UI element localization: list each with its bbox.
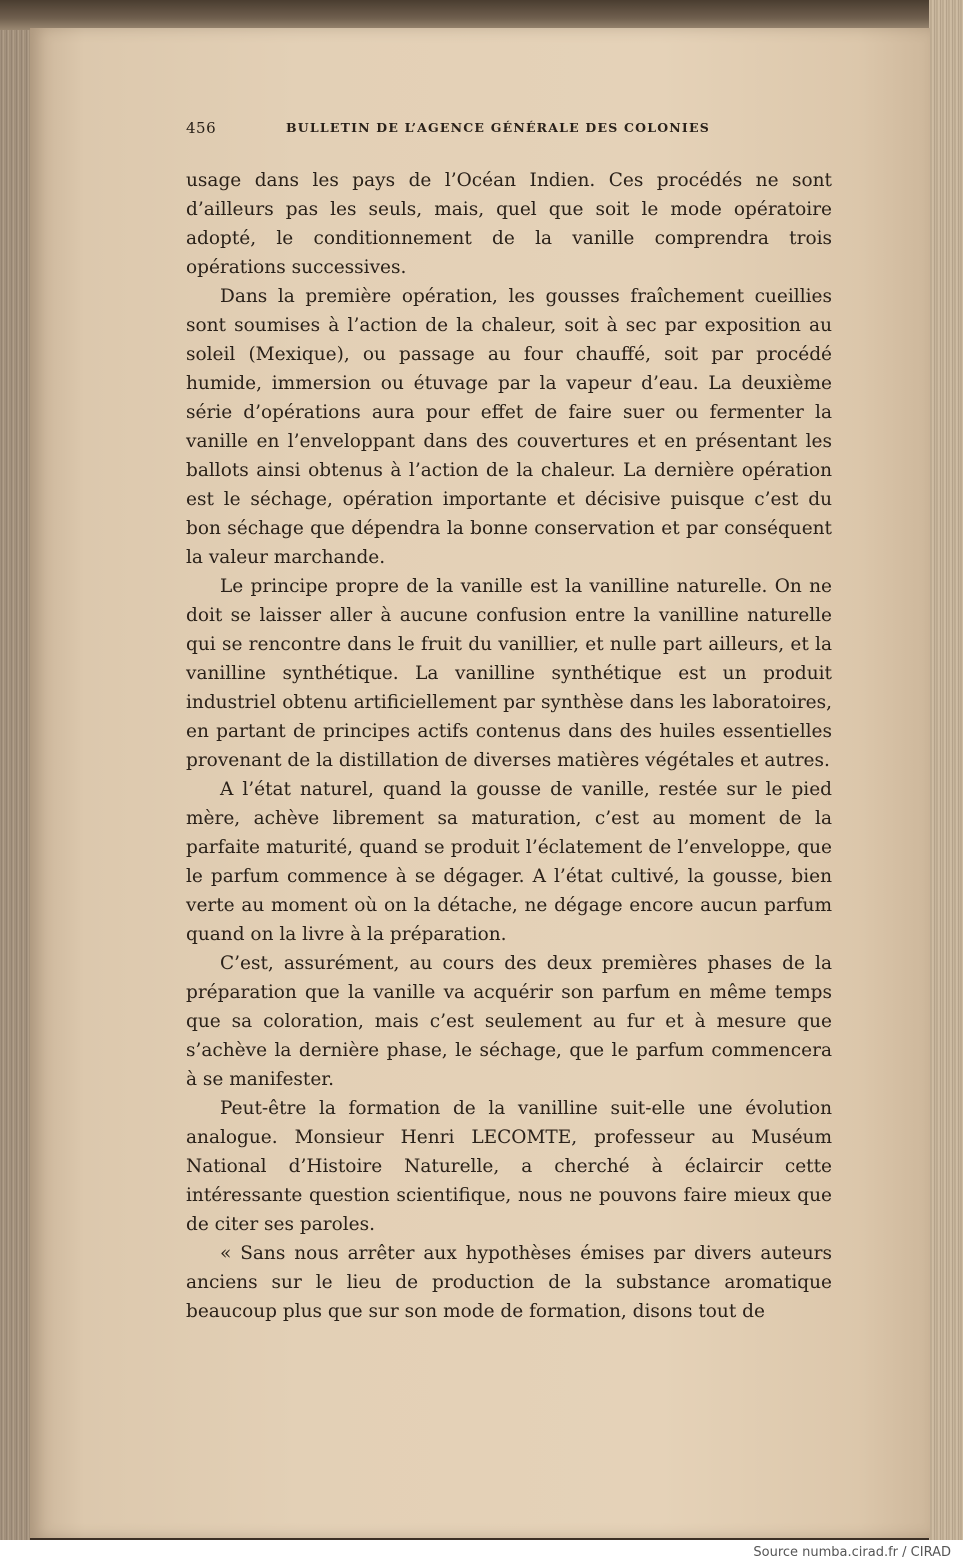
source-credit: Source numba.cirad.fr / CIRAD <box>753 1545 951 1560</box>
body-text <box>186 166 832 1326</box>
paragraph-4: A l’état naturel, quand la gousse de vanille, restée sur le pied mère, achève librement sa maturation, c’est au moment de la parfaite maturité, quand se produit l’éclatement de l’enveloppe, que le parfum commence à se dégager. A l’état cultivé, la gousse, bien verte au moment où on la détache, ne dégage encore aucun parfum quand on la livre à la préparation. <box>186 779 832 945</box>
paragraph-5: C’est, assurément, au cours des deux premières phases de la préparation que la vanille va acquérir son parfum en même temps que sa coloration, mais c’est seulement au fur et à mesure que s’achève la dernière phase, le séchage, que le parfum commencera à se manifester. <box>186 953 832 1090</box>
paragraph-1: usage dans les pays de l’Océan Indien. Ces procédés ne sont d’ailleurs pas les seuls, mais, quel que soit le mode opératoire adopté, le conditionnement de la vanille comprendra trois opérations successives. <box>186 170 832 278</box>
book-left-edge <box>0 30 30 1540</box>
book-page <box>30 28 930 1538</box>
book-right-edge <box>929 0 963 1540</box>
page-header <box>186 119 826 143</box>
paragraph-7: « Sans nous arrêter aux hypothèses émises par divers auteurs anciens sur le lieu de production de la substance aromatique beaucoup plus que sur son mode de formation, disons tout de <box>186 1243 832 1322</box>
page-number: 456 <box>186 119 217 137</box>
paragraph-3: Le principe propre de la vanille est la vanilline naturelle. On ne doit se laisser aller à aucune confusion entre la vanilline naturelle qui se rencontre dans le fruit du vanillier, et nulle part ailleurs, et la vanilline synthétique. La vanilline synthétique est un produit industriel obtenu artificiellement par synthèse dans les laboratoires, en partant de principes actifs contenus dans des huiles essentielles provenant de la distillation de diverses matières végétales et autres. <box>186 576 832 771</box>
paragraph-2: Dans la première opération, les gousses fraîchement cueillies sont soumises à l’action de la chaleur, soit à sec par exposition au soleil (Mexique), ou passage au four chauffé, soit par procédé humide, immersion ou étuvage par la vapeur d’eau. La deuxième série d’opérations aura pour effet de faire suer ou fermenter la vanille en l’enveloppant dans des couvertures et en présentant les ballots ainsi obtenus à l’action de la chaleur. La dernière opération est le séchage, opération importante et décisive puisque c’est du bon séchage que dépendra la bonne conservation et par conséquent la valeur marchande. <box>186 286 832 568</box>
paragraph-6: Peut-être la formation de la vanilline suit-elle une évolution analogue. Monsieur Henri LECOMTE, professeur au Muséum National d’Histoire Naturelle, a cherché à éclaircir cette intéressante question scientifique, nous ne pouvons faire mieux que de citer ses paroles. <box>186 1098 832 1235</box>
book-top-edge <box>0 0 963 30</box>
running-title: BULLETIN DE L’AGENCE GÉNÉRALE DES COLONIES <box>286 120 710 135</box>
